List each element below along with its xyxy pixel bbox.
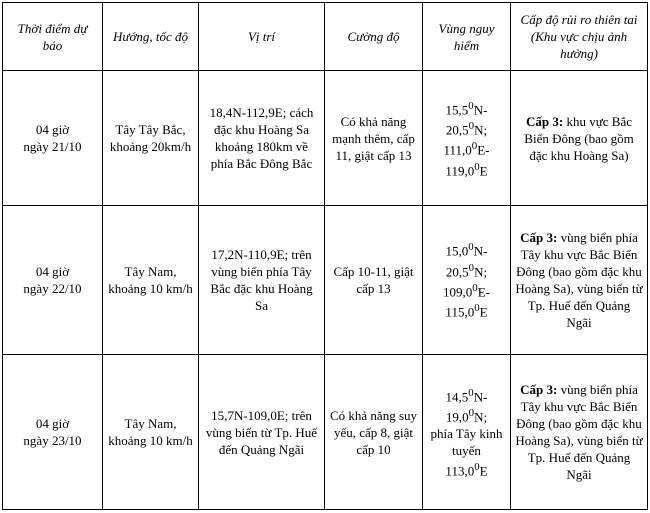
risk-text: vùng biển phía Tây khu vực Bắc Biển Đông (bao gồm đặc khu Hoàng Sa), vùng biển từ Tp. Huế đến Quảng Ngãi	[515, 230, 643, 331]
risk-text: vùng biển phía Tây khu vực Bắc Biển Đông (bao gồm đặc khu Hoàng Sa), vùng biển từ Tp. Huế đến Quảng Ngãi	[515, 382, 643, 483]
risk-level-cell	[511, 206, 648, 355]
position-cell: 15,7N-109,0E; trên vùng biển từ Tp. Huế đến Quảng Ngãi	[199, 355, 325, 510]
risk-label: Cấp 3:	[526, 113, 564, 129]
direction-cell: Tây Tây Bắc, khoảng 20km/h	[103, 71, 199, 206]
table-row	[3, 355, 648, 510]
time-hour: 04 giờ	[35, 122, 70, 138]
time-hour: 04 giờ	[35, 264, 70, 280]
header-intensity: Cường độ	[325, 3, 423, 71]
time-hour: 04 giờ	[35, 416, 70, 432]
risk-level-cell	[511, 355, 648, 510]
header-risk-level: Cấp độ rủi ro thiên tai (Khu vực chịu ảnh hưởng)	[511, 3, 648, 71]
intensity-cell: Có khả năng mạnh thêm, cấp 11, giật cấp 13	[325, 71, 423, 206]
danger-zone-cell: 14,5$^0$N- 19,0$^0$N; phía Tây kinh tuyến 113,0$^0$E	[423, 355, 511, 510]
header-row	[3, 3, 648, 71]
time-cell	[3, 355, 103, 510]
position-cell: 17,2N-110,9E; trên vùng biển phía Tây Bắc đặc khu Hoàng Sa	[199, 206, 325, 355]
risk-text: khu vực Bắc Biển Đông (bao gồm đặc khu Hoàng Sa)	[524, 113, 634, 163]
time-cell	[3, 71, 103, 206]
intensity-cell: Có khả năng suy yếu, cấp 8, giật cấp 10	[325, 355, 423, 510]
direction-cell: Tây Nam, khoảng 10 km/h	[103, 355, 199, 510]
header-time: Thời điểm dự báo	[3, 3, 103, 71]
risk-label: Cấp 3:	[520, 382, 558, 398]
table-row	[3, 206, 648, 355]
table-row	[3, 71, 648, 206]
risk-level-cell	[511, 71, 648, 206]
header-direction: Hướng, tốc độ	[103, 3, 199, 71]
time-date: ngày 21/10	[23, 139, 82, 155]
position-cell: 18,4N-112,9E; cách đặc khu Hoàng Sa khoảng 180km về phía Bắc Đông Bắc	[199, 71, 325, 206]
direction-cell: Tây Nam, khoảng 10 km/h	[103, 206, 199, 355]
header-position: Vị trí	[199, 3, 325, 71]
danger-zone-cell: 15,0$^0$N- 20,5$^0$N; 109,0$^0$E- 115,0$^0$E	[423, 206, 511, 355]
risk-label: Cấp 3:	[520, 230, 558, 246]
time-date: ngày 22/10	[23, 281, 82, 297]
header-danger-zone: Vùng nguy hiểm	[423, 3, 511, 71]
intensity-cell: Cấp 10-11, giật cấp 13	[325, 206, 423, 355]
time-date: ngày 23/10	[23, 433, 82, 449]
time-cell	[3, 206, 103, 355]
danger-zone-cell: 15,5$^0$N- 20,5$^0$N; 111,0$^0$E- 119,0$^0$E	[423, 71, 511, 206]
storm-forecast-table	[2, 2, 648, 510]
